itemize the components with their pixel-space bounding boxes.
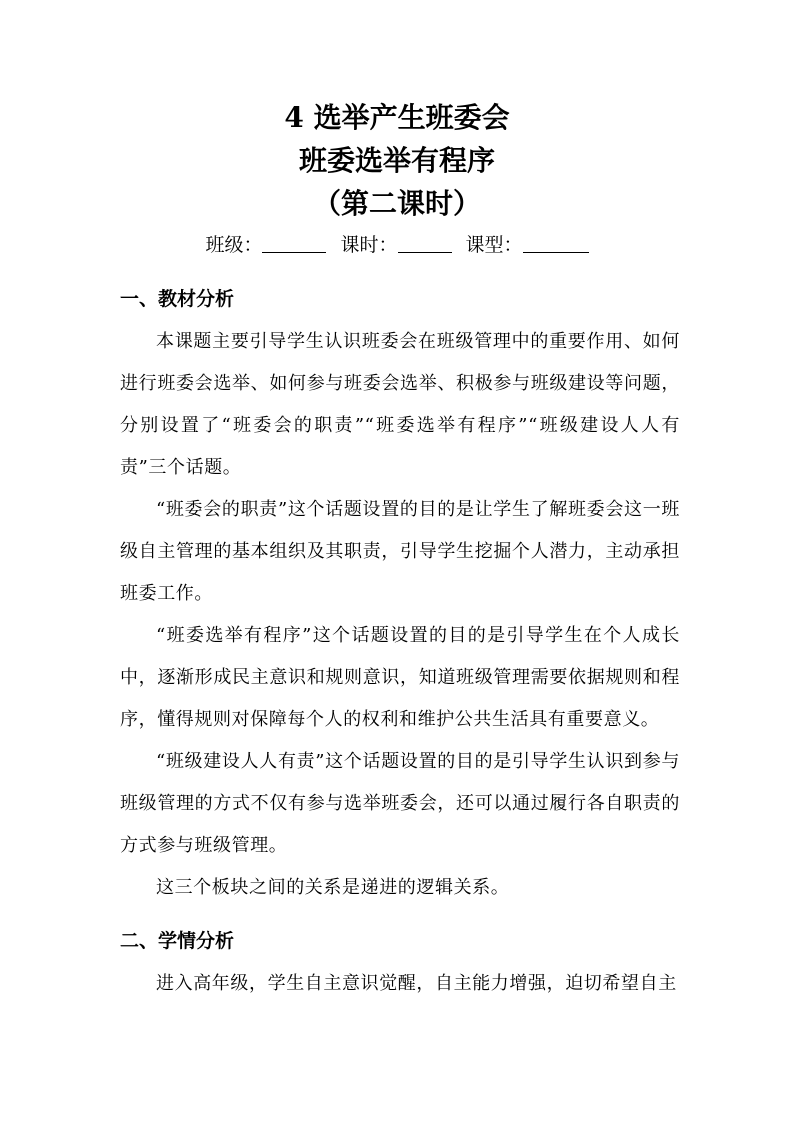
paragraph: 这三个板块之间的关系是递进的逻辑关系。	[156, 877, 510, 898]
class-blank[interactable]	[262, 230, 326, 253]
section-heading-textbook-analysis: 一、教材分析	[120, 288, 235, 310]
period-blank[interactable]	[398, 230, 452, 253]
section-heading-learner-analysis: 二、学情分析	[120, 930, 235, 952]
type-blank[interactable]	[523, 230, 589, 253]
type-label: 课型：	[465, 234, 523, 256]
class-label: 班级：	[205, 234, 263, 256]
lesson-subtitle: 班委选举有程序	[298, 144, 495, 177]
paragraph: 本课题主要引导学生认识班委会在班级管理中的重要作用、如何进行班委会选举、如何参与班委会选举、积极参与班级建设等问题，分别设置了“班委会的职责”“班委选举有程序”“班级建设人人有责”三个话题。	[120, 331, 680, 478]
paragraph: 进入高年级，学生自主意识觉醒，自主能力增强，迫切希望自主	[156, 973, 677, 994]
paragraph: “班委选举有程序”这个话题设置的目的是引导学生在个人成长中，逐渐形成民主意识和规则意识，知道班级管理需要依据规则和程序，懂得规则对保障每个人的权利和维护公共生活具有重要意义。	[120, 625, 680, 730]
lesson-title: 4 选举产生班委会	[284, 101, 510, 134]
lesson-period: （第二课时）	[312, 187, 481, 220]
paragraph: “班级建设人人有责”这个话题设置的目的是引导学生认识到参与班级管理的方式不仅有参与选举班委会，还可以通过履行各自职责的方式参与班级管理。	[120, 751, 680, 856]
period-label: 课时：	[340, 234, 398, 256]
lesson-meta-row	[0, 230, 794, 260]
paragraph: “班委会的职责”这个话题设置的目的是让学生了解班委会这一班级自主管理的基本组织及其职责，引导学生挖掘个人潜力，主动承担班委工作。	[120, 499, 680, 604]
